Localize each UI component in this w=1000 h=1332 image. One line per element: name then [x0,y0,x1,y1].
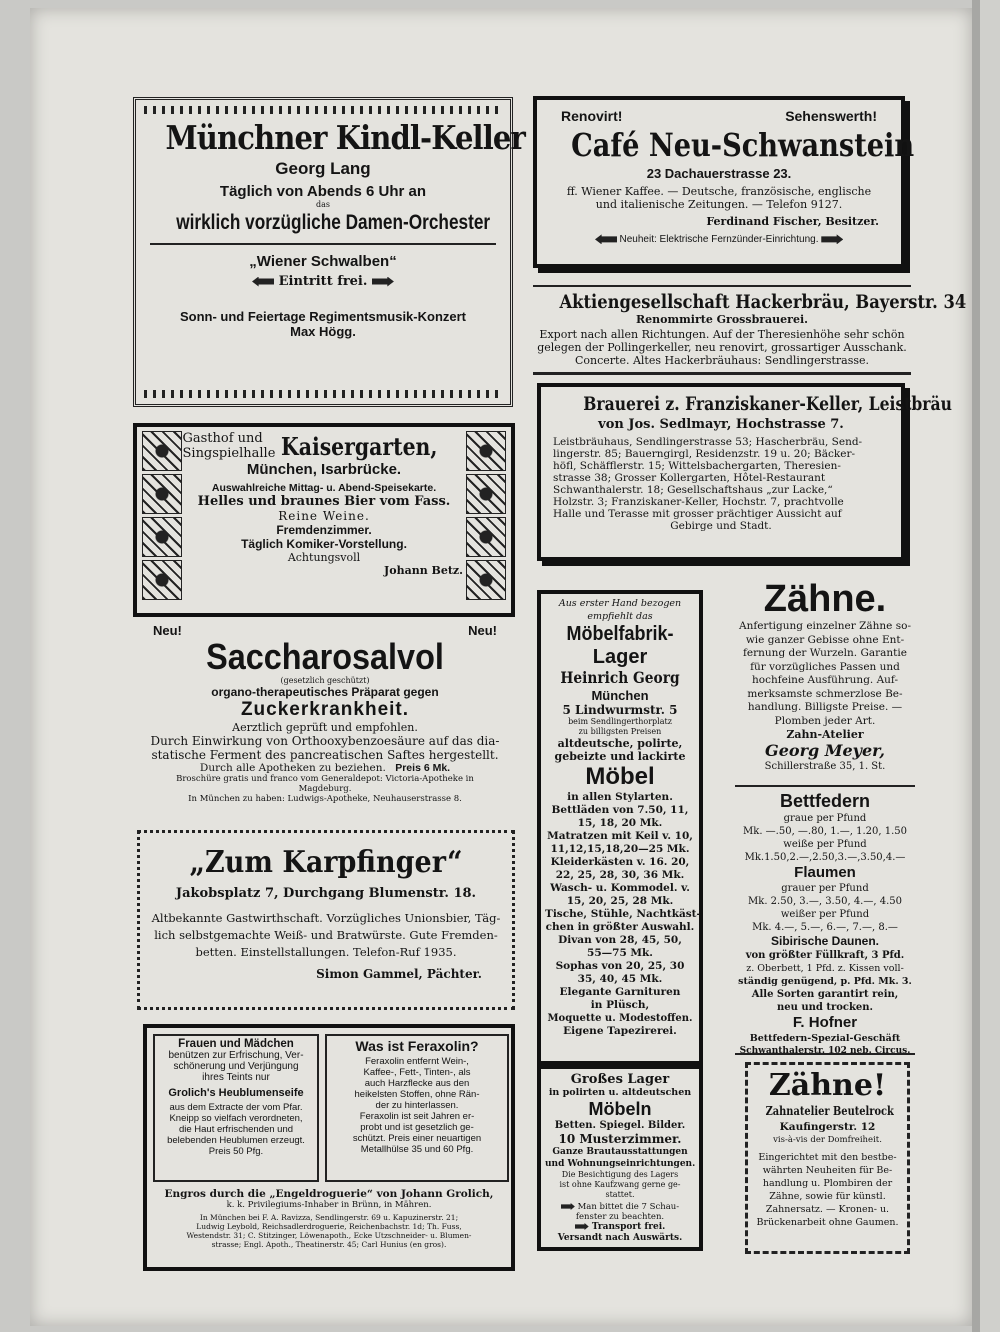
moebel-p2: Bettläden von 7.50, 11, [551,804,689,816]
moebel-city: München [591,688,649,703]
ornament-tile [466,560,506,600]
lager-q12: fenster zu beachten. [575,1212,665,1222]
moebel-t1: Möbelfabrik- [566,623,674,645]
cafe-header-row [561,108,877,124]
kaiser-title: Kaisergarten, [281,431,438,461]
moebel-p13: 55—75 Mk. [587,947,653,959]
cafe-news-row [545,234,893,245]
moebel-p6: Kleiderkästen v. 16. 20, [550,856,690,868]
beutel-l5: Zähne, sowie für künstl. [769,1191,886,1202]
sacch-line6: Durch alle Apotheken zu beziehen. [199,762,386,774]
kaiser-pre [183,431,276,461]
ad-kaisergarten [133,423,515,617]
grolich-f3: In München bei F. A. Ravizza, Sendlingerstr. 69 u. Kapuzinerstr. 21; [199,1213,459,1222]
ad-kindl-keller [133,97,525,407]
grolich-b2: schönerung und Verjüngung [173,1061,299,1072]
hacker-title: Aktiengesellschaft Hackerbräu, Bayerstr. 34 [559,291,967,313]
pointing-hand-icon [561,1203,575,1210]
kindl-hours: Täglich von Abends 6 Uhr an [219,183,427,200]
feraxolin-title: Was ist Feraxolin? [355,1038,479,1054]
moebel-name: Heinrich Georg [560,668,680,687]
kaiser-line2: Helles und braunes Bier vom Fass. [197,494,451,509]
moebel-p3: 15, 18, 20 Mk. [577,817,663,829]
moebel-p15: 35, 40, 45 Mk. [577,973,663,985]
sacch-line3: Aerztlich geprüft und empfohlen. [232,721,418,734]
lager-q9: ist ohne Kaufzwang gerne ge- [559,1180,681,1189]
moebel-p14: Sophas von 20, 25, 30 [555,960,685,972]
ornament-tile [466,517,506,557]
zaehne-l5: hochfeine Ausführung. Auf- [752,674,898,686]
kaiser-line3: Reine Weine. [278,509,370,523]
franz-line4: strasse 38; Grosser Kollergarten, Hôtel-Restaurant [553,472,826,484]
bett-l5: grauer per Pfund [781,883,869,894]
cafe-line2: und italienische Zeitungen. — Telefon 9127. [595,198,843,211]
lager-q1: Großes Lager [570,1072,670,1087]
beutel-l4: handlung u. Plombiren der [762,1178,893,1189]
kindl-owner: Georg Lang [275,159,371,178]
moebel-p10: Tische, Stühle, Nachtkäst- [545,908,701,920]
sacch-price: Preis 6 Mk. [395,762,451,774]
bett-t3: Sibirische Daunen. [770,934,880,948]
zaehne-l7: handlung. Billigste Preise. — [747,701,903,713]
sacch-order-row [135,762,515,774]
pointing-hand-icon [821,234,843,244]
grolich-b5: Kneipp so vielfach verordneten, [169,1113,303,1124]
cafe-worth-seeing: Sehenswerth! [785,108,877,124]
sacch-line1: organo-therapeutisches Präparat gegen [211,685,439,699]
kaiser-right-tiles [465,431,507,603]
kindl-title: Münchner Kindl-Keller [165,118,525,157]
kindl-band: „Wiener Schwalben“ [249,253,397,270]
ad-hackerbraeu [533,285,967,375]
karp-line3: betten. Einstellstallungen. Telefon-Ruf 1935. [195,945,457,959]
hacker-line2: gelegen der Pollingerkeller, neu renovirt, grossartiger Ausschank. [537,341,907,354]
grolich-f6: strasse; Engl. Apoth., Theatinerstr. 45; Carl Hunius (en gros). [211,1240,447,1249]
grolich-b4: aus dem Extracte der vom Pfar. [169,1102,303,1113]
franz-line3: höfl, Schäfflerstr. 15; Wittelsbachergarten, Theresien- [553,460,841,472]
kaiser-pre2: Singspielhalle [182,446,276,461]
feraxolin-c1: Feraxolin entfernt Wein-, [365,1056,469,1067]
grolich-f4: Ludwig Leybold, Reichsadlerdroguerie, Reichenbachstr. 1d; Th. Fuss, [196,1222,462,1231]
bett-l4: Mk.1.50,2.—,2.50,3.—,3.50,4.— [744,852,906,863]
franz-line1: Leistbräuhaus, Sendlingerstrasse 53; Hascherbräu, Send- [553,436,863,448]
feraxolin-c4: heikelsten Stoffen, ohne Rän- [354,1089,480,1100]
ornament-top [144,106,502,114]
feraxolin [325,1034,509,1182]
moebel-l3: beim Sendlingerthorplatz [568,717,672,726]
lager-q13: Transport frei. [591,1222,666,1232]
ornament-tile [142,431,182,471]
ad-grosses-lager [537,1065,703,1251]
moebel-p16: Elegante Garnituren [559,986,681,998]
grolich-h1: Frauen und Mädchen [178,1038,294,1050]
ornament-tile [142,517,182,557]
lager-q4: Betten. Spiegel. Bilder. [554,1120,686,1131]
sacch-line7: Broschüre gratis und franco vom Generaldepot: Victoria-Apotheke in [176,774,474,784]
zaehne-l2: wie ganzer Gebisse ohne Ent- [745,633,905,646]
kindl-sunday: Sonn- und Feiertage Regimentsmusik-Konzert [179,309,467,324]
ad-zahnatelier-beutelrock [745,1062,910,1254]
bett-l7: weißer per Pfund [780,909,870,920]
moebel-p12: Divan von 28, 45, 50, [558,934,682,946]
lager-q3: Möbeln [588,1099,652,1119]
lager-q11-row [545,1202,695,1212]
grolich-left [153,1034,319,1182]
zaehne-l8: Plomben jeder Art. [774,714,876,727]
grolich-footer [153,1188,505,1249]
zaehne-name: Georg Meyer, [765,740,885,760]
hacker-line1: Export nach allen Richtungen. Auf der Theresienhöhe sehr schön [539,328,905,341]
moebel-p7: 22, 25, 28, 30, 36 Mk. [555,869,685,881]
ornament-tile [466,431,506,471]
franz-title: Brauerei z. Franziskaner-Keller, Leistbräu [583,393,952,415]
beutel-title: Zähne! [768,1068,887,1103]
kaiser-line1: Auswahlreiche Mittag- u. Abend-Speisekarte. [211,482,437,494]
zaehne-title: Zähne. [763,578,887,620]
bett-title: Bettfedern [779,791,870,811]
feraxolin-c5: der zu hinterlassen. [375,1100,459,1111]
lager-q5: 10 Musterzimmer. [558,1132,682,1146]
bett-l11: ständig genügend, p. Pfd. Mk. 3. [738,976,912,987]
grolich-f1: Engros durch die „Engeldroguerie“ von Johann Grolich, [164,1188,494,1200]
cafe-address: 23 Dachauerstrasse 23. [646,166,792,181]
grolich-b3: ihres Teints nur [202,1072,270,1083]
bett-l14: Bettfedern-Spezial-Geschäft [749,1033,901,1044]
ad-bettfedern [735,785,915,1055]
grolich-b8: Preis 50 Pfg. [208,1146,264,1157]
kindl-orchestra: wirklich vorzügliche Damen-Orchester [176,211,491,234]
moebel-t2: Lager [592,646,648,668]
bett-name: F. Hofner [792,1014,858,1031]
kindl-divider [150,243,496,245]
moebel-l4: zu billigsten Preisen [578,727,662,736]
ornament-tile [142,560,182,600]
karp-address: Jakobsplatz 7, Durchgang Blumenstr. 18. [175,886,477,901]
hacker-line3: Concerte. Altes Hackerbräuhaus: Sendlingerstrasse. [574,354,870,367]
karp-line2: lich selbstgemachte Weiß- und Bratwürste. Gute Fremden- [154,928,498,942]
lager-q14: Versandt nach Auswärts. [557,1233,683,1243]
kaiser-pre1: Gasthof und [182,431,263,446]
kaiser-left-tiles [141,431,183,603]
grolich-f2: k. k. Privilegiums-Inhaber in Brünn, in Mähren. [226,1200,432,1210]
beutel-name: Zahnatelier Beutelrock [765,1104,894,1118]
page-edge-light [980,0,1000,1332]
ornament-tile [142,474,182,514]
moebel-p8: Wasch- u. Kommodel. v. [550,882,690,894]
kindl-das: das [316,200,330,209]
lager-q13-row [545,1222,695,1233]
kaiser-line6: Achtungsvoll [287,551,361,564]
lager-q6: Ganze Brautausstattungen [552,1147,688,1157]
bett-l2: Mk. —.50, —.80, 1.—, 1.20, 1.50 [743,826,907,837]
sacch-line5: statische Ferment des pancreatischen Saftes hergestellt. [151,748,499,762]
feraxolin-c7: probt und ist gesetzlich ge- [360,1122,474,1133]
bett-l8: Mk. 4.—, 5.—, 6.—, 7.—, 8.— [752,922,898,933]
bett-l10: z. Oberbett, 1 Pfd. z. Kissen voll- [746,963,904,974]
sacch-protected: (gesetzlich geschützt) [280,676,370,685]
zaehne-l6: merksamste schmerzlose Be- [747,687,903,700]
lager-q7: und Wohnungseinrichtungen. [545,1159,696,1169]
ad-zaehne-meyer [735,578,915,778]
sacch-line2: Zuckerkrankheit. [240,699,410,720]
pointing-hand-icon [595,234,617,244]
cafe-renovated: Renovirt! [561,108,623,124]
kaiser-title-row [182,431,463,461]
kaiser-line5: Täglich Komiker-Vorstellung. [241,537,407,551]
franz-line8: Gebirge und Stadt. [670,520,772,532]
bett-l1: graue per Pfund [783,813,867,824]
pointing-hand-icon [372,277,394,287]
zaehne-l3: fernung der Wurzeln. Garantie [743,647,907,659]
moebel-l5: altdeutsche, polirte, [557,737,683,750]
zaehne-addr: Schillerstraße 35, 1. St. [764,760,886,772]
moebel-p9: 15, 20, 25, 28 Mk. [566,895,674,907]
beutel-addr: Kaufingerstr. 12 [779,1121,876,1133]
franz-line6: Holzstr. 3; Franziskaner-Keller, Hochstr. 7, prachtvolle [553,496,844,508]
hacker-sub: Renommirte Grossbrauerei. [636,313,808,326]
karp-signature: Simon Gammel, Pächter. [316,967,482,981]
sacch-neu-left: Neu! [153,623,182,638]
cafe-news: Neuheit: Elektrische Fernzünder-Einrichtung. [619,234,819,245]
feraxolin-c6: Feraxolin ist seit Jahren er- [359,1111,475,1122]
beutel-l2: Eingerichtet mit den bestbe- [758,1152,897,1163]
moebel-l2: empfiehlt das [587,611,653,622]
grolich-b7: belebenden Heublumen erzeugt. [167,1135,305,1146]
zaehne-l4: für vorzügliches Passen und [750,660,900,673]
bett-l3: weiße per Pfund [783,839,867,850]
sacch-line9: In München zu haben: Ludwigs-Apotheke, Neuhauserstrasse 8. [188,794,462,804]
kaiser-city: München, Isarbrücke. [246,461,402,478]
moebel-p4: Matratzen mit Keil v. 10, [547,830,693,842]
ad-cafe-neu-schwanstein [533,96,915,268]
moebel-l1: Aus erster Hand bezogen [558,598,682,609]
karp-title: „Zum Karpfinger“ [189,845,463,880]
sacch-title: Saccharosalvol [206,636,444,677]
karp-line1: Altbekannte Gastwirthschaft. Vorzügliches Unionsbier, Täg- [151,911,501,925]
beutel-l7: Brückenarbeit ohne Gaumen. [756,1217,899,1228]
kaiser-content [182,431,463,577]
moebel-p1: in allen Stylarten. [567,791,673,803]
grolich-h2: Grolich's Heublumenseife [168,1087,304,1099]
ad-moebelfabrik [537,590,703,1065]
kaiser-line4: Fremdenzimmer. [276,523,372,537]
kindl-entry: Eintritt frei. [278,274,368,289]
ad-franziskaner-keller [537,383,952,561]
franz-line2: lingerstr. 85; Bauerngirgl, Residenzstr. 19 u. 20; Bäcker- [553,448,856,460]
lager-q2: in polirten u. altdeutschen [548,1087,692,1098]
pointing-hand-icon [252,277,274,287]
feraxolin-c9: Metallhülse 35 und 60 Pfg. [360,1144,474,1155]
cafe-title: Café Neu-Schwanstein [571,126,915,164]
grolich-b1: benützen zur Erfrischung, Ver- [168,1050,304,1061]
feraxolin-c3: auch Harzflecke aus den [364,1078,470,1089]
moebel-p5: 11,12,15,18,20—25 Mk. [550,843,690,855]
kindl-max: Max Högg. [290,324,356,339]
moebel-p18: Moquette u. Modestoffen. [547,1013,693,1024]
moebel-l6: gebeizte und lackirte [554,750,686,763]
franz-line7: Halle und Terasse mit grosser prächtiger Aussicht auf [553,508,842,520]
sacch-line8: Magdeburg. [298,784,352,794]
ad-zum-karpfinger [137,830,515,1010]
beutel-l1: vis-à-vis der Domfreiheit. [773,1135,882,1145]
kaiser-line7: Johann Betz. [384,564,463,577]
cafe-line1: ff. Wiener Kaffee. — Deutsche, französische, englische [566,185,872,198]
sacch-neu-right: Neu! [468,623,497,638]
bett-l15: Schwanthalerstr. 102 neb. Circus. [739,1046,911,1056]
lager-q10: stattet. [605,1190,635,1199]
grolich-b6: die Haut erfrischenden und [178,1124,294,1135]
ornament-bottom [144,390,502,398]
bett-t2: Flaumen [794,864,856,881]
ad-grolich [143,1024,515,1271]
beutel-l3: währten Neuheiten für Be- [762,1165,893,1176]
feraxolin-c2: Kaffee-, Fett-, Tinten-, als [363,1067,471,1078]
feraxolin-c8: schützt. Preis einer neuartigen [352,1133,482,1144]
zaehne-l9: Zahn-Atelier [786,728,864,741]
bett-l13: neu und trocken. [776,1002,874,1013]
moebel-addr: 5 Lindwurmstr. 5 [562,703,678,717]
franz-line5: Schwanthalerstr. 18; Gesellschaftshaus „zur Lacke,“ [553,484,833,496]
moebel-p17: in Plüsch, [590,999,650,1011]
beutel-l6: Zahnersatz. — Kronen- u. [765,1204,890,1215]
kindl-entry-row [144,274,502,289]
cafe-owner: Ferdinand Fischer, Besitzer. [706,215,879,228]
moebel-p11: chen in größter Auswahl. [545,921,695,933]
zaehne-l1: Anfertigung einzelner Zähne so- [738,620,911,632]
franz-sub: von Jos. Sedlmayr, Hochstrasse 7. [598,417,844,432]
grolich-f5: Westendstr. 31; C. Stitzinger, Löwenapoth., Ecke Utzschneider- u. Blumen- [186,1231,472,1240]
pointing-hand-icon [575,1223,589,1230]
lager-q8: Die Besichtigung des Lagers [561,1170,679,1179]
moebel-big: Möbel [585,763,655,790]
lager-q11: Man bittet die 7 Schau- [577,1202,680,1212]
moebel-p19: Eigene Tapezirerei. [563,1025,677,1037]
ad-saccharosalvol [135,623,515,825]
ornament-tile [466,474,506,514]
bett-l9: von größter Füllkraft, 3 Pfd. [745,950,905,961]
sacch-line4: Durch Einwirkung von Orthooxybenzoesäure auf das dia- [150,734,500,748]
bett-l6: Mk. 2.50, 3.—, 3.50, 4.—, 4.50 [748,896,902,907]
bett-l12: Alle Sorten garantirt rein, [751,989,899,1000]
